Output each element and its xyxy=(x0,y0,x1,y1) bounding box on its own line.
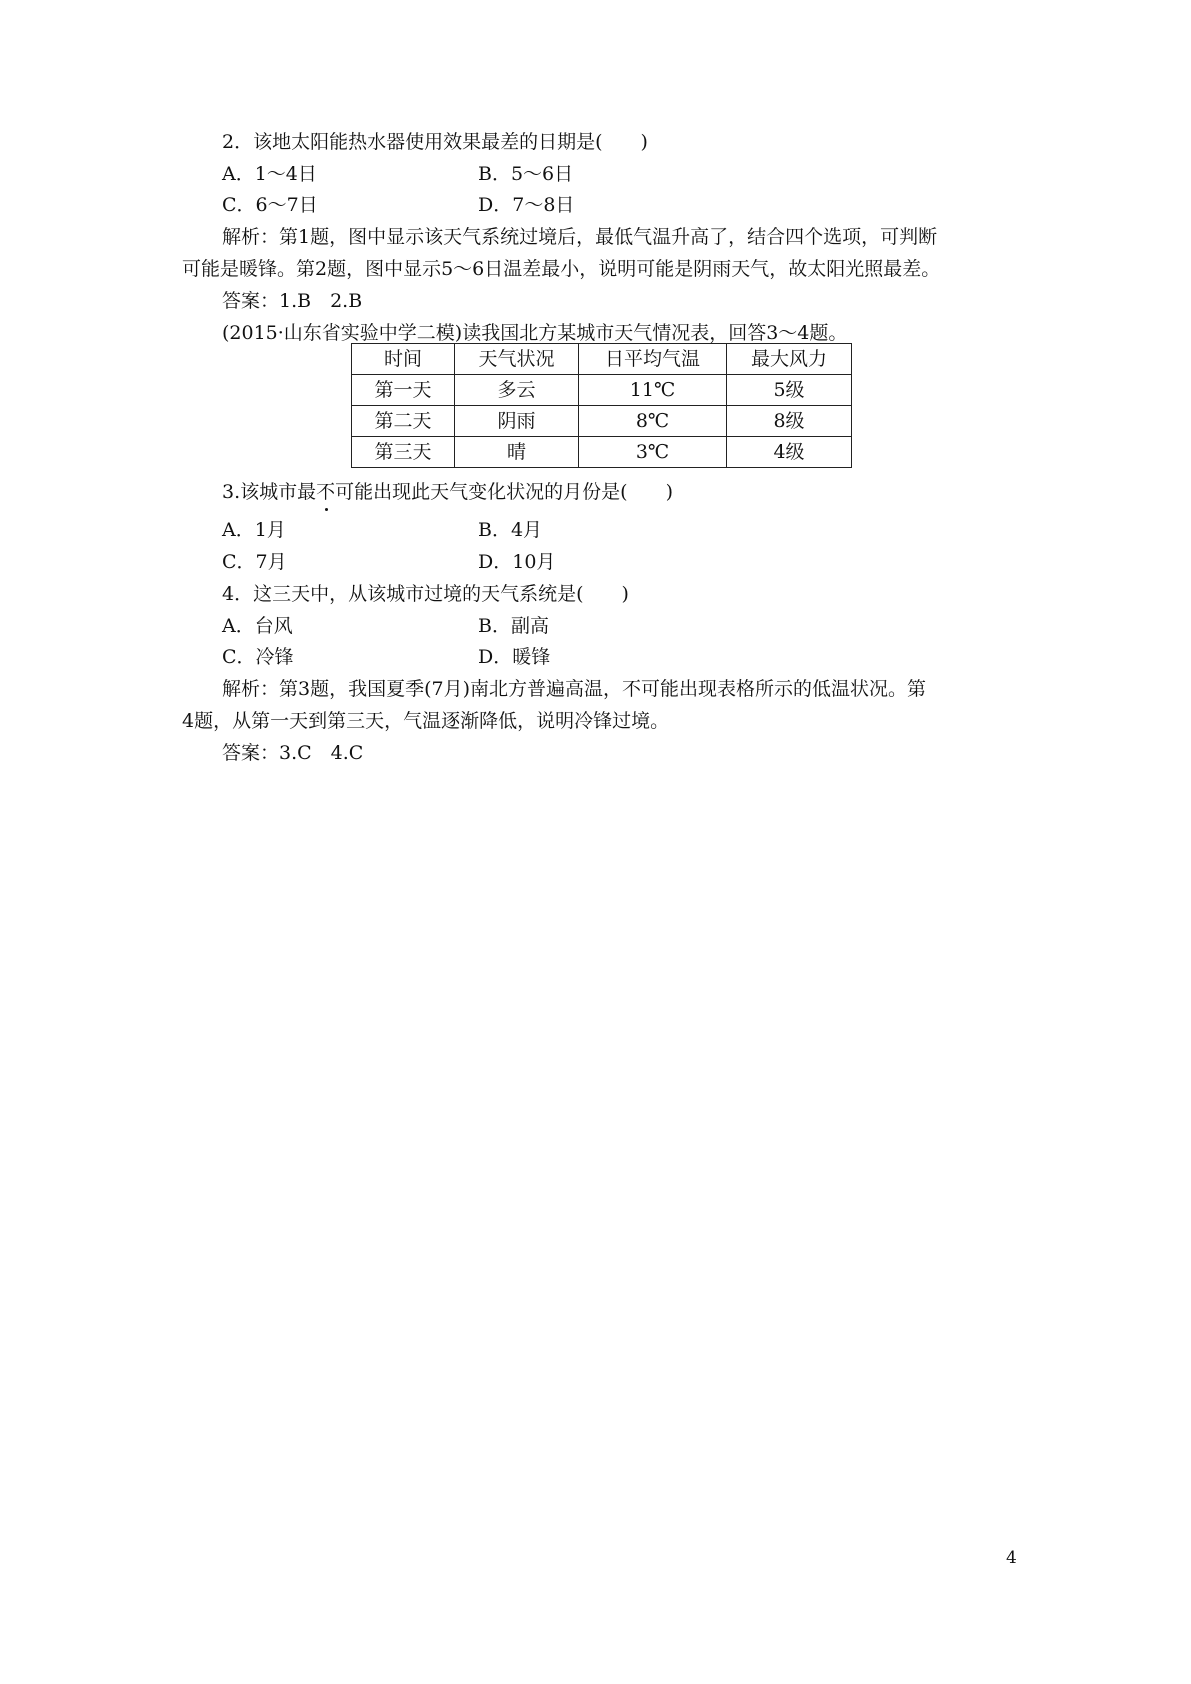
q3-option-a: A．1月 xyxy=(222,519,286,541)
analysis2-line1: 解析：第3题，我国夏季(7月)南北方普遍高温，不可能出现表格所示的低温状况。第 xyxy=(222,678,927,700)
q2-stem: 2．该地太阳能热水器使用效果最差的日期是( ) xyxy=(222,131,648,153)
q2-option-a: A．1～4日 xyxy=(222,163,317,185)
table-row xyxy=(352,437,852,468)
table-cell: 8级 xyxy=(727,406,852,437)
table-cell: 5级 xyxy=(727,375,852,406)
q2-option-b: B．5～6日 xyxy=(478,163,574,185)
q2-option-d: D．7～8日 xyxy=(478,194,575,216)
table-cell: 晴 xyxy=(455,437,579,468)
q3-stem-pre: 3.该城市最 xyxy=(222,481,317,503)
table-header: 日平均气温 xyxy=(579,344,727,375)
q3-stem xyxy=(222,480,673,504)
q4-option-d: D．暖锋 xyxy=(478,646,551,668)
q3-option-c: C．7月 xyxy=(222,551,287,573)
table-header: 天气状况 xyxy=(455,344,579,375)
table-cell: 11℃ xyxy=(579,375,727,406)
q3-stem-emphasis: 不 xyxy=(316,481,336,503)
answer2: 答案：3.C 4.C xyxy=(222,742,364,764)
table-row xyxy=(352,375,852,406)
q3-option-d: D．10月 xyxy=(478,551,556,573)
table-row xyxy=(352,406,852,437)
page-number: 4 xyxy=(1006,1548,1017,1568)
q4-stem: 4．这三天中，从该城市过境的天气系统是( ) xyxy=(222,583,629,605)
q4-option-c: C．冷锋 xyxy=(222,646,294,668)
table-cell: 第一天 xyxy=(352,375,455,406)
analysis1-line1: 解析：第1题，图中显示该天气系统过境后，最低气温升高了，结合四个选项，可判断 xyxy=(222,226,938,248)
table-header: 最大风力 xyxy=(727,344,852,375)
answer1: 答案：1.B 2.B xyxy=(222,290,363,312)
table-cell: 3℃ xyxy=(579,437,727,468)
weather-table xyxy=(351,343,852,468)
q4-option-a: A．台风 xyxy=(222,615,293,637)
q2-option-c: C．6～7日 xyxy=(222,194,318,216)
table-header: 时间 xyxy=(352,344,455,375)
table-cell: 第二天 xyxy=(352,406,455,437)
table-cell: 多云 xyxy=(455,375,579,406)
table-intro: (2015·山东省实验中学二模)读我国北方某城市天气情况表，回答3～4题。 xyxy=(222,322,848,344)
q3-option-b: B．4月 xyxy=(478,519,543,541)
table-cell: 第三天 xyxy=(352,437,455,468)
analysis2-line2: 4题，从第一天到第三天，气温逐渐降低，说明冷锋过境。 xyxy=(182,710,670,732)
q3-stem-post: 可能出现此天气变化状况的月份是( ) xyxy=(335,481,673,503)
analysis1-line2: 可能是暖锋。第2题，图中显示5～6日温差最小，说明可能是阴雨天气，故太阳光照最差。 xyxy=(182,258,941,280)
table-cell: 阴雨 xyxy=(455,406,579,437)
q4-option-b: B．副高 xyxy=(478,615,549,637)
table-cell: 4级 xyxy=(727,437,852,468)
table-header-row xyxy=(352,344,852,375)
table-cell: 8℃ xyxy=(579,406,727,437)
